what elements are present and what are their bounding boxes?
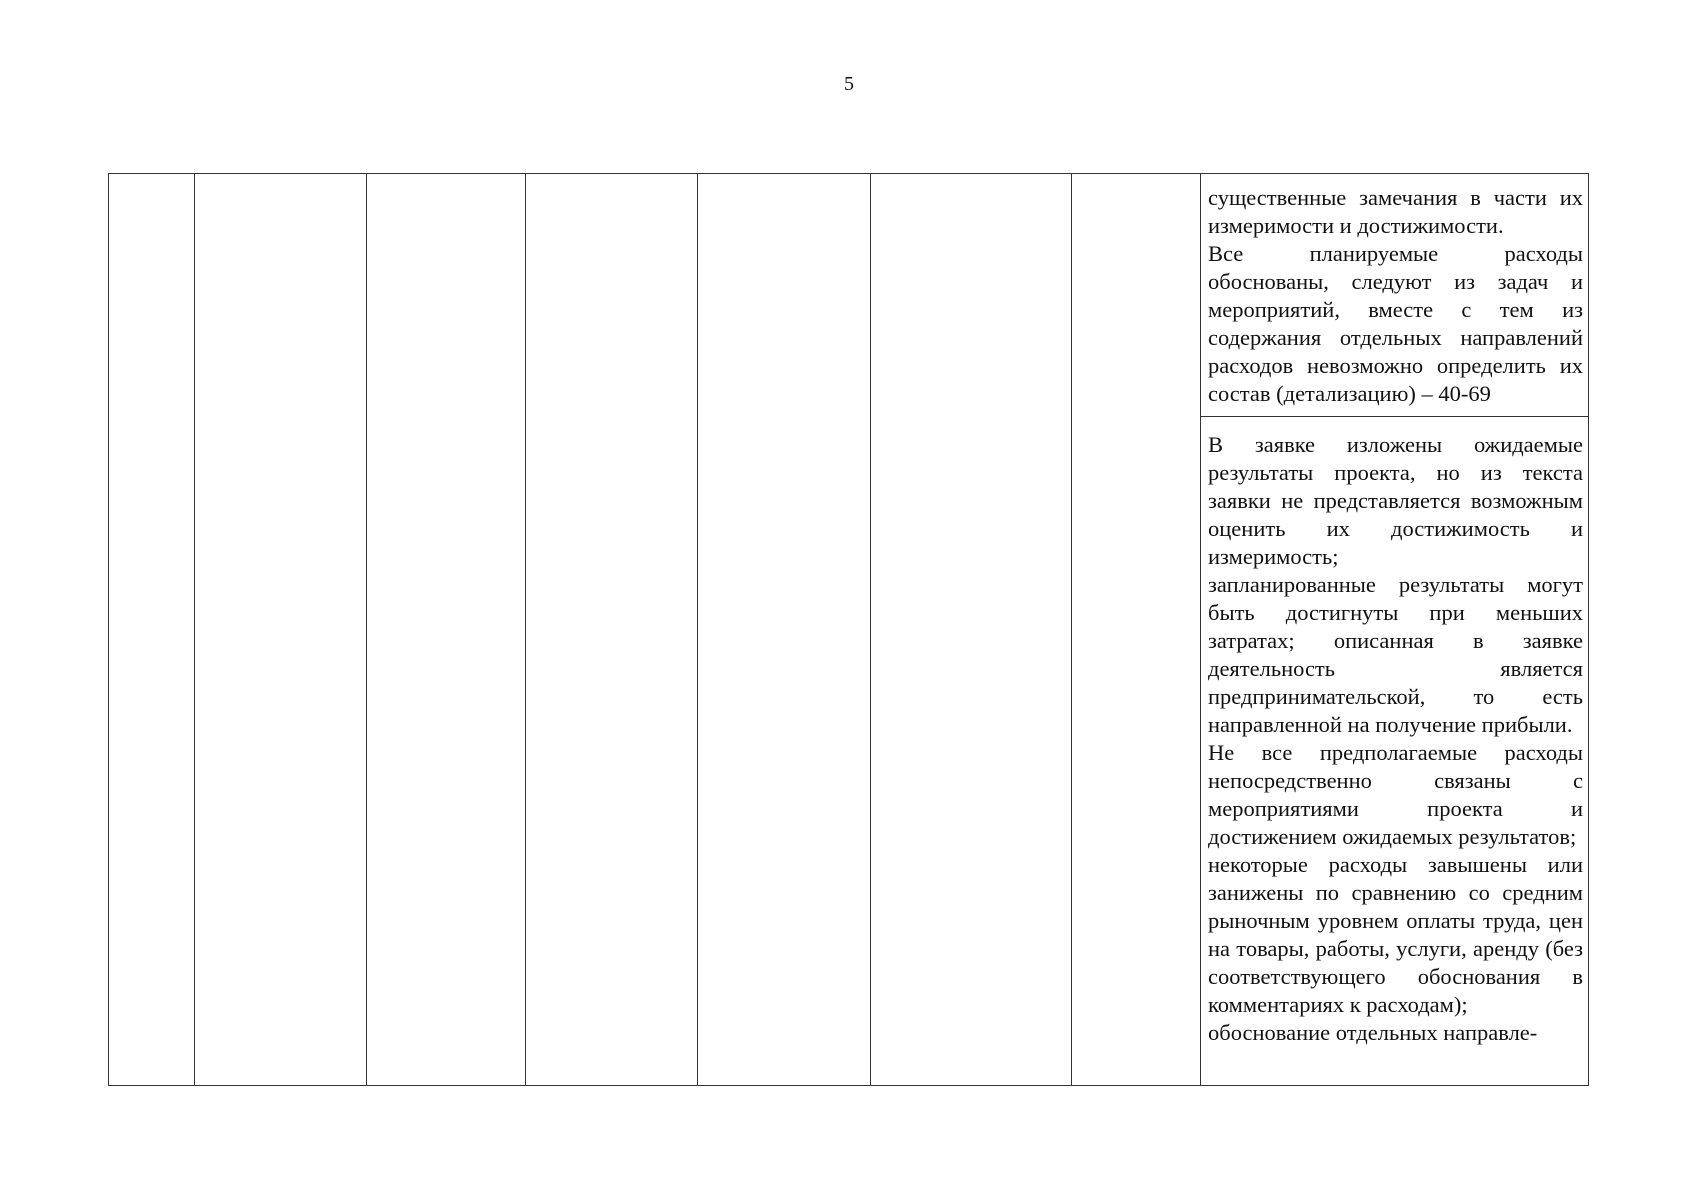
comment-paragraph: запланированные результаты могут быть достигнуты при меньших затратах; описанная в заявке деятельность является предпринимательской, то есть направленной на получение прибыли. xyxy=(1208,572,1583,737)
comment-text-bottom xyxy=(1201,417,1588,1047)
comment-paragraph: существенные замечания в части их измеримости и достижимости. xyxy=(1208,185,1583,238)
comment-paragraph: обоснование отдельных направле- xyxy=(1208,1020,1538,1045)
evaluation-table xyxy=(108,173,1589,1086)
table-cell-comments-top xyxy=(1201,174,1589,417)
table-cell-col-2 xyxy=(195,174,367,1086)
comment-paragraph: Все планируемые расходы обоснованы, следуют из задач и мероприятий, вместе с тем из содержания отдельных направлений расходов невозможно определить их состав (детализацию) – 40-69 xyxy=(1208,241,1583,406)
comment-paragraph: некоторые расходы завышены или занижены по сравнению со средним рыночным уровнем оплаты труда, цен на товары, работы, услуги, аренду (без соответствующего обоснования в комментариях к расходам); xyxy=(1208,852,1583,1017)
table-cell-col-7 xyxy=(1072,174,1201,1086)
page-number: 5 xyxy=(844,73,854,95)
table-cell-col-4 xyxy=(526,174,698,1086)
comment-paragraph: Не все предполагаемые расходы непосредственно связаны с мероприятиями проекта и достижением ожидаемых результатов; xyxy=(1208,740,1583,849)
table-cell-col-5 xyxy=(698,174,871,1086)
comment-paragraph: В заявке изложены ожидаемые результаты проекта, но из текста заявки не представляется возможным оценить их достижимость и измеримость; xyxy=(1208,432,1583,569)
comment-text-top xyxy=(1201,174,1588,408)
table-cell-col-3 xyxy=(367,174,526,1086)
table-cell-col-1 xyxy=(109,174,195,1086)
table-row xyxy=(109,174,1589,417)
table-cell-comments-bottom xyxy=(1201,417,1589,1086)
table-cell-col-6 xyxy=(871,174,1072,1086)
